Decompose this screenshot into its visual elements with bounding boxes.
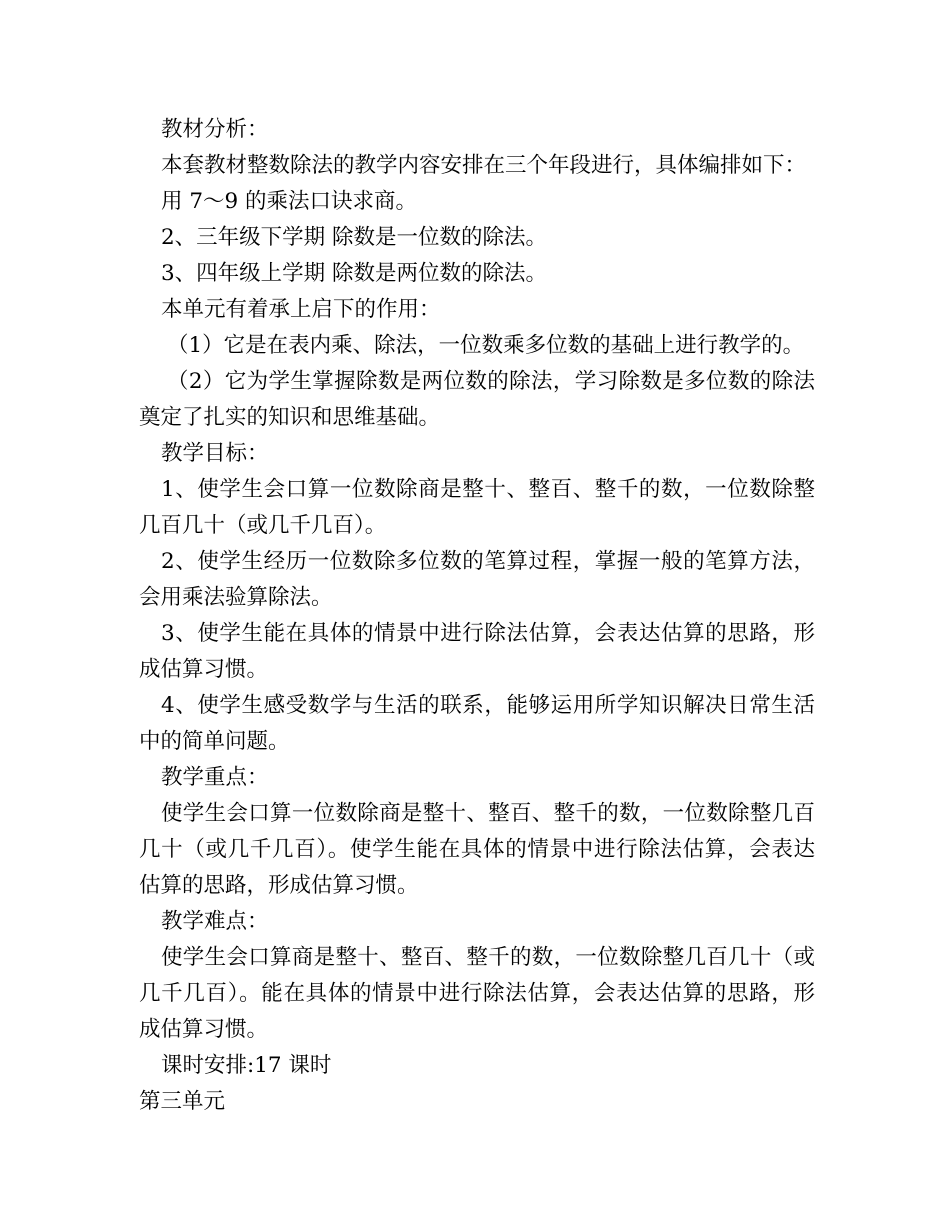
text-line: 用 7～9 的乘法口诀求商。 [161,189,418,214]
list-item: 3、四年级上学期 除数是两位数的除法。 [161,261,548,286]
list-item: 4、使学生感受数学与生活的联系，能够运用所学知识解决日常生活中的简单问题。 [139,693,815,754]
heading-teaching-goals: 教学目标： [161,441,269,466]
text-line: 本单元有着承上启下的作用： [161,297,441,322]
list-item: 3、使学生能在具体的情景中进行除法估算，会表达估算的思路，形成估算习惯。 [139,621,815,682]
heading-textbook-analysis: 教材分析： [161,117,269,142]
paragraph: 使学生会口算一位数除商是整十、整百、整千的数，一位数除整几百几十（或几千几百）。使学生能在具体的情景中进行除法估算，会表达估算的思路，形成估算习惯。 [139,801,815,898]
list-item: （2）它为学生掌握除数是两位数的除法，学习除数是多位数的除法奠定了扎实的知识和思维基础。 [139,369,815,430]
list-item: （1）它是在表内乘、除法，一位数乘多位数的基础上进行教学的。 [167,333,805,358]
unit-title: 第三单元 [139,1089,226,1114]
list-item: 2、使学生经历一位数除多位数的笔算过程，掌握一般的笔算方法，会用乘法验算除法。 [139,549,815,610]
paragraph: 使学生会口算商是整十、整百、整千的数，一位数除整几百几十（或几千几百）。能在具体的情景中进行除法估算，会表达估算的思路，形成估算习惯。 [139,945,815,1042]
heading-key-points: 教学重点： [161,765,269,790]
text-line: 本套教材整数除法的教学内容安排在三个年段进行，具体编排如下： [161,153,807,178]
list-item: 1、使学生会口算一位数除商是整十、整百、整千的数，一位数除整几百几十（或几千几百）。 [139,477,815,538]
heading-difficulties: 教学难点： [161,909,269,934]
list-item: 2、三年级下学期 除数是一位数的除法。 [161,225,548,250]
schedule-line: 课时安排:17 课时 [161,1053,332,1078]
document-page [139,112,815,1120]
